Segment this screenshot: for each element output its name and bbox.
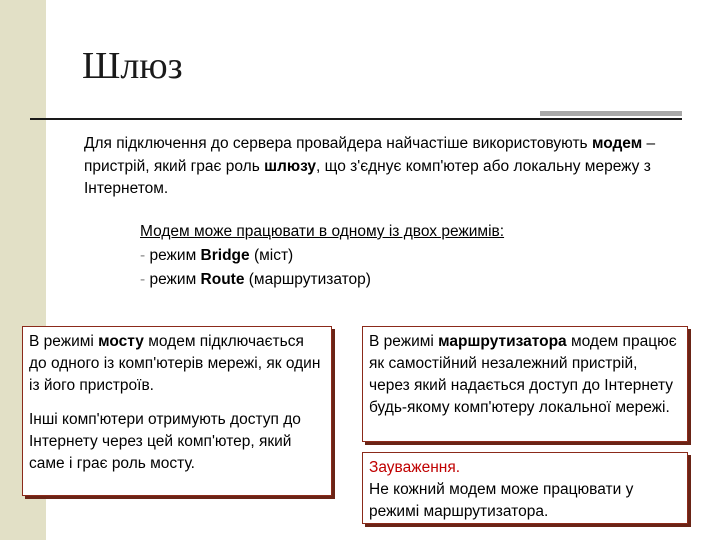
- mode-suffix: (міст): [249, 247, 294, 264]
- slide-title: Шлюз: [82, 45, 183, 87]
- note-title: Зауваження.: [369, 459, 461, 476]
- bridge-p1-prefix: В режимі: [29, 333, 99, 350]
- bridge-mode-box: [22, 326, 332, 496]
- modes-heading: Модем може працювати в одному із двох режимів:: [140, 223, 505, 240]
- mode-prefix: режим: [145, 271, 201, 288]
- router-paragraph: [369, 331, 681, 419]
- mode-name-bridge: Bridge: [200, 247, 250, 264]
- router-term: маршрутизатора: [438, 333, 567, 350]
- intro-text-1: Для підключення до сервера провайдера найчастіше використовують: [84, 135, 592, 152]
- intro-text-2: – пристрій, який грає роль: [84, 135, 656, 175]
- router-suffix: модем працює як самостійний незалежний пристрій, через який надається доступ до Інтернету будь-якому комп'ютеру локальної мережі.: [369, 333, 677, 416]
- mode-suffix: (маршрутизатор): [244, 271, 371, 288]
- title-rule-accent: [540, 111, 682, 116]
- mode-dash: -: [140, 271, 146, 288]
- intro-gateway-term: шлюзу: [264, 157, 317, 175]
- modes-block: [140, 220, 620, 292]
- mode-item-bridge: [140, 244, 620, 268]
- note-text: Не кожний модем може працювати у режимі маршрутизатора.: [369, 481, 634, 520]
- intro-paragraph: [84, 133, 684, 201]
- router-mode-box: [362, 326, 688, 442]
- bridge-paragraph-1: [29, 331, 325, 397]
- mode-dash: -: [140, 247, 146, 264]
- title-rule: [30, 118, 682, 120]
- router-prefix: В режимі: [369, 333, 439, 350]
- mode-name-route: Route: [200, 271, 245, 288]
- bridge-p1-suffix: модем підключається до одного із комп'ютерів мережі, як один із його пристроїв.: [29, 333, 321, 394]
- mode-item-route: [140, 268, 620, 292]
- paragraph-gap: [29, 397, 325, 409]
- bridge-paragraph-2: Інші комп'ютери отримують доступ до Інтернету через цей комп'ютер, який саме і грає роль мосту.: [29, 411, 301, 472]
- intro-modem-term: модем: [591, 135, 643, 152]
- mode-prefix: режим: [145, 247, 201, 264]
- bridge-term: мосту: [98, 333, 144, 350]
- intro-text-3: , що з'єднує комп'ютер або локальну мережу з Інтернетом.: [84, 157, 651, 197]
- note-box: [362, 452, 688, 524]
